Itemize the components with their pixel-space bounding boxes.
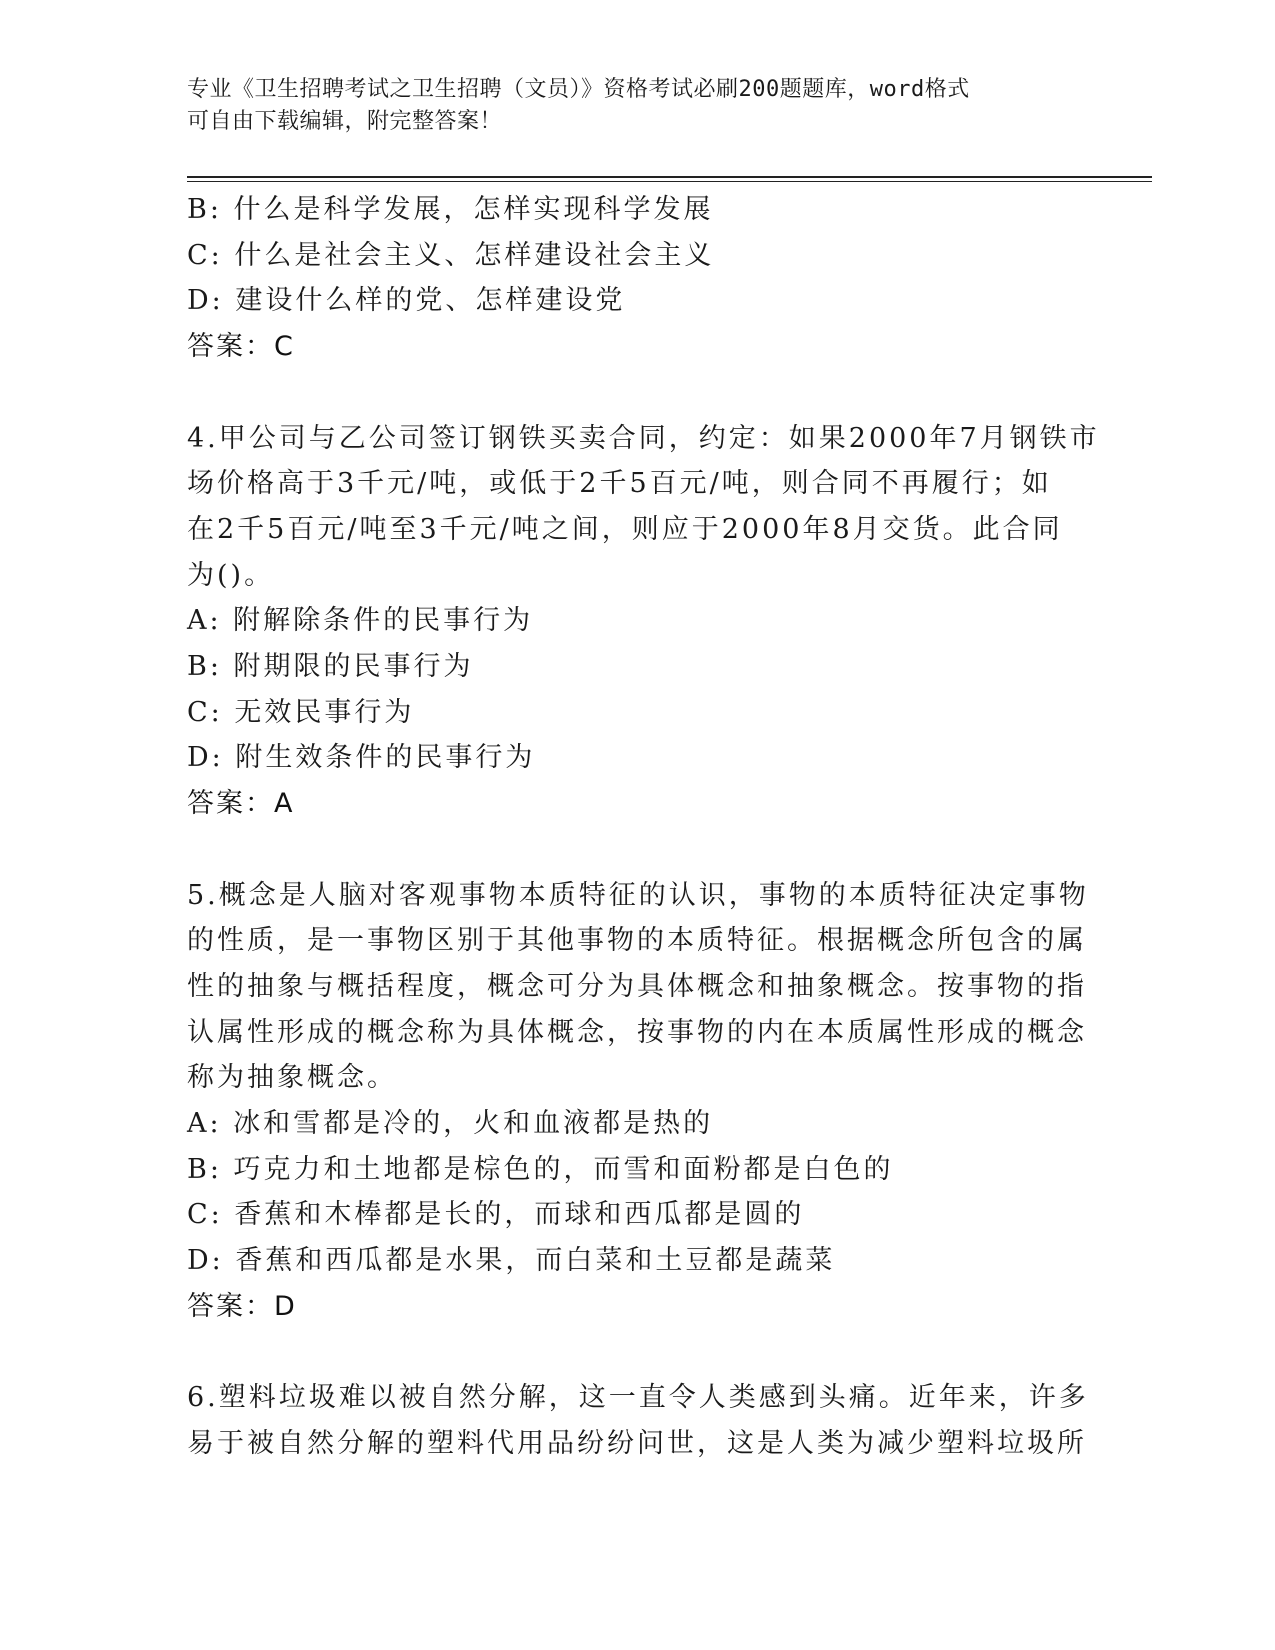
- q5-option-b: B: 巧克力和土地都是棕色的，而雪和面粉都是白色的: [187, 1153, 894, 1185]
- q5-option-d: D: 香蕉和西瓜都是水果，而白菜和土豆都是蔬菜: [187, 1245, 836, 1277]
- q3-option-d: D: 建设什么样的党、怎样建设党: [187, 285, 626, 317]
- q3-answer: 答案：C: [187, 331, 295, 363]
- question-4: [187, 416, 1100, 827]
- q6-stem-line: 易于被自然分解的塑料代用品纷纷问世，这是人类为减少塑料垃圾所: [187, 1427, 1087, 1459]
- q4-stem-line: 在2千5百元/吨至3千元/吨之间，则应于2000年8月交货。此合同: [187, 513, 1063, 545]
- q4-option-a: A: 附解除条件的民事行为: [187, 605, 534, 637]
- q5-stem-line: 认属性形成的概念称为具体概念，按事物的内在本质属性形成的概念: [187, 1016, 1087, 1048]
- document-body: [187, 187, 1100, 1467]
- q3-option-b: B: 什么是科学发展，怎样实现科学发展: [187, 194, 714, 225]
- q4-stem-line: 场价格高于3千元/吨，或低于2千5百元/吨，则合同不再履行；如: [187, 468, 1052, 500]
- spacer: [187, 1330, 1082, 1376]
- q5-option-c: C: 香蕉和木棒都是长的，而球和西瓜都是圆的: [187, 1199, 805, 1231]
- header-divider-thin: [187, 181, 1152, 182]
- q5-answer: 答案：D: [187, 1290, 297, 1322]
- spacer: [187, 827, 1082, 873]
- q4-option-b: B: 附期限的民事行为: [187, 651, 474, 683]
- question-5: [187, 873, 1089, 1330]
- header-line-2: 可自由下载编辑，附完整答案！: [187, 109, 503, 134]
- q5-stem-line: 性的抽象与概括程度，概念可分为具体概念和抽象概念。按事物的指: [187, 970, 1087, 1002]
- q5-stem-line: 的性质，是一事物区别于其他事物的本质特征。根据概念所包含的属: [187, 925, 1087, 957]
- q4-stem-line: 为()。: [187, 559, 275, 591]
- q4-option-c: C: 无效民事行为: [187, 696, 415, 728]
- q4-stem-line: 4.甲公司与乙公司签订钢铁买卖合同，约定：如果2000年7月钢铁市: [187, 422, 1100, 454]
- spacer: [187, 370, 1082, 416]
- header-line-1: 专业《卫生招聘考试之卫生招聘（文员）》资格考试必刷200题题库，word格式: [187, 77, 970, 102]
- q4-option-d: D: 附生效条件的民事行为: [187, 742, 536, 774]
- q4-answer: 答案：A: [187, 788, 295, 820]
- q5-stem-line: 称为抽象概念。: [187, 1062, 397, 1094]
- q5-option-a: A: 冰和雪都是冷的，火和血液都是热的: [187, 1108, 714, 1140]
- header-divider: [187, 176, 1152, 178]
- q5-stem-line: 5.概念是人脑对客观事物本质特征的认识，事物的本质特征决定事物: [187, 879, 1089, 911]
- q3-option-c: C: 什么是社会主义、怎样建设社会主义: [187, 239, 715, 271]
- question-6: [187, 1375, 1089, 1466]
- question-3: [187, 187, 1082, 370]
- q6-stem-line: 6.塑料垃圾难以被自然分解，这一直令人类感到头痛。近年来，许多: [187, 1382, 1089, 1414]
- document-header: [187, 74, 1067, 138]
